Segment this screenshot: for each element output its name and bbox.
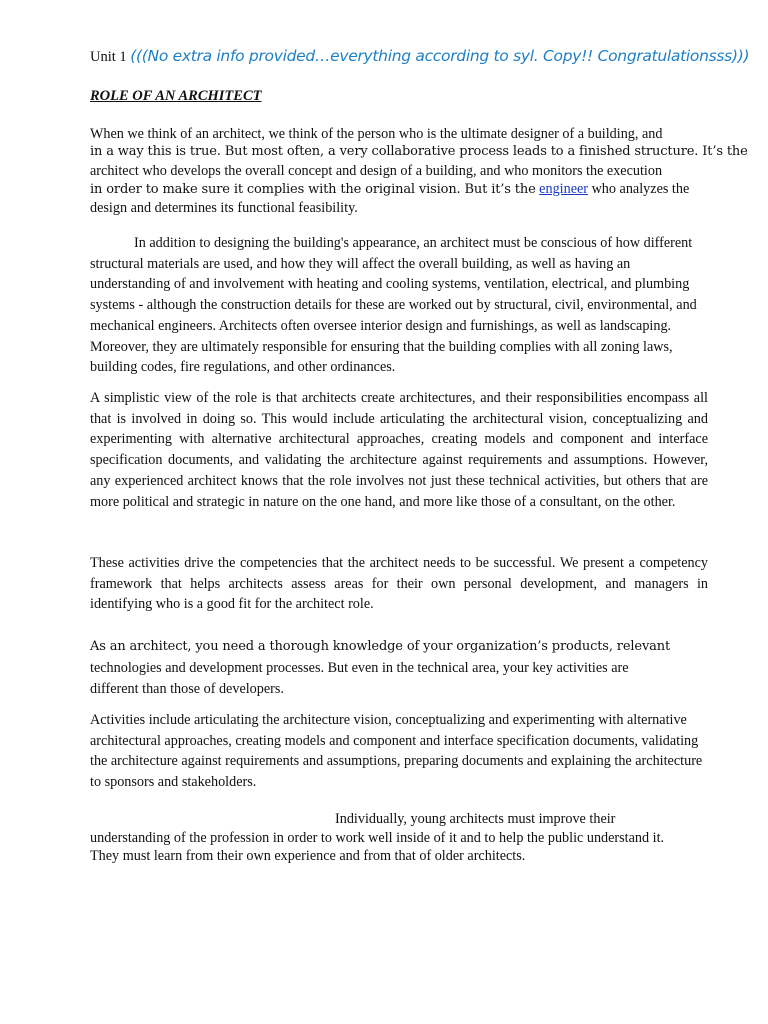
p1-line-3: architect who develops the overall concept and design of a building, and who monitors the execution (90, 162, 663, 179)
p1-line-4 (90, 180, 708, 199)
engineer-link[interactable]: engineer (539, 180, 589, 197)
p5-line-3: different than those of developers. (90, 681, 284, 697)
p1-line-2: in a way this is true. But most often, a very collaborative process leads to a finished structure. It’s the (90, 144, 748, 160)
unit-label: Unit 1 (90, 49, 127, 65)
p1-line-4b: who analyzes the (591, 180, 690, 197)
paragraph-4: These activities drive the competencies that the architect needs to be successful. We present a competency framework that helps architects assess areas for their own personal development, and managers in identifying who is a good fit for the architect role. (90, 555, 708, 613)
p1-line-1: When we think of an architect, we think of the person who is the ultimate designer of a building, and (90, 126, 663, 142)
p7-line-3: They must learn from their own experience and from that of older architects. (90, 848, 526, 864)
paragraph-2: In addition to designing the building's appearance, an architect must be conscious of how different structural materials are used, and how they will affect the overall building, as well as having an understanding of and involvement with heating and cooling systems, ventilation, electrical, and plumbing systems - although the construction details for these are worked out by structural, civil, environmental, and mechanical engineers. Architects often oversee interior design and furnishings, as well as landscaping. Moreover, they are ultimately responsible for ensuring that the building complies with all zoning laws, building codes, fire regulations, and other ordinances. (90, 235, 697, 376)
p7-line-1: Individually, young architects must improve their (335, 811, 616, 827)
p5-line-1: As an architect, you need a thorough knowledge of your organization’s products, relevant (90, 639, 671, 654)
p7-line-2: understanding of the profession in order to work well inside of it and to help the public understand it. (90, 829, 665, 846)
p1-line-4a: in order to make sure it complies with the original vision. But it’s the (90, 181, 536, 197)
paragraph-6: Activities include articulating the architecture vision, conceptualizing and experimenting with alternative architectural approaches, creating models and component and interface specification documents, validating the architecture against requirements and assumptions, preparing documents and explaining the architecture to sponsors and stakeholders. (90, 712, 703, 791)
paragraph-7 (90, 810, 708, 866)
paragraph-3: A simplistic view of the role is that architects create architectures, and their responsibilities encompass all that is involved in doing so. This would include articulating the architectural vision, conceptualizing and experimenting with alternative architectural approaches, creating models and component and interface specification documents, and validating the architecture against requirements and assumptions. However, any experienced architect knows that the role involves not just these technical activities, but others that are more political and strategic in nature on the one hand, and more like those of a consultant, on the other. (90, 390, 708, 510)
p1-line-5: design and determines its functional feasibility. (90, 200, 358, 217)
unit-note: (((No extra info provided…everything according to syl. Copy!! Congratulationsss))) (130, 47, 750, 65)
paragraph-5 (90, 636, 708, 701)
paragraph-1 (90, 125, 748, 217)
page-title: ROLE OF AN ARCHITECT (90, 88, 262, 104)
p5-line-2: technologies and development processes. But even in the technical area, your key activities are (90, 659, 629, 676)
unit-line (90, 47, 750, 66)
